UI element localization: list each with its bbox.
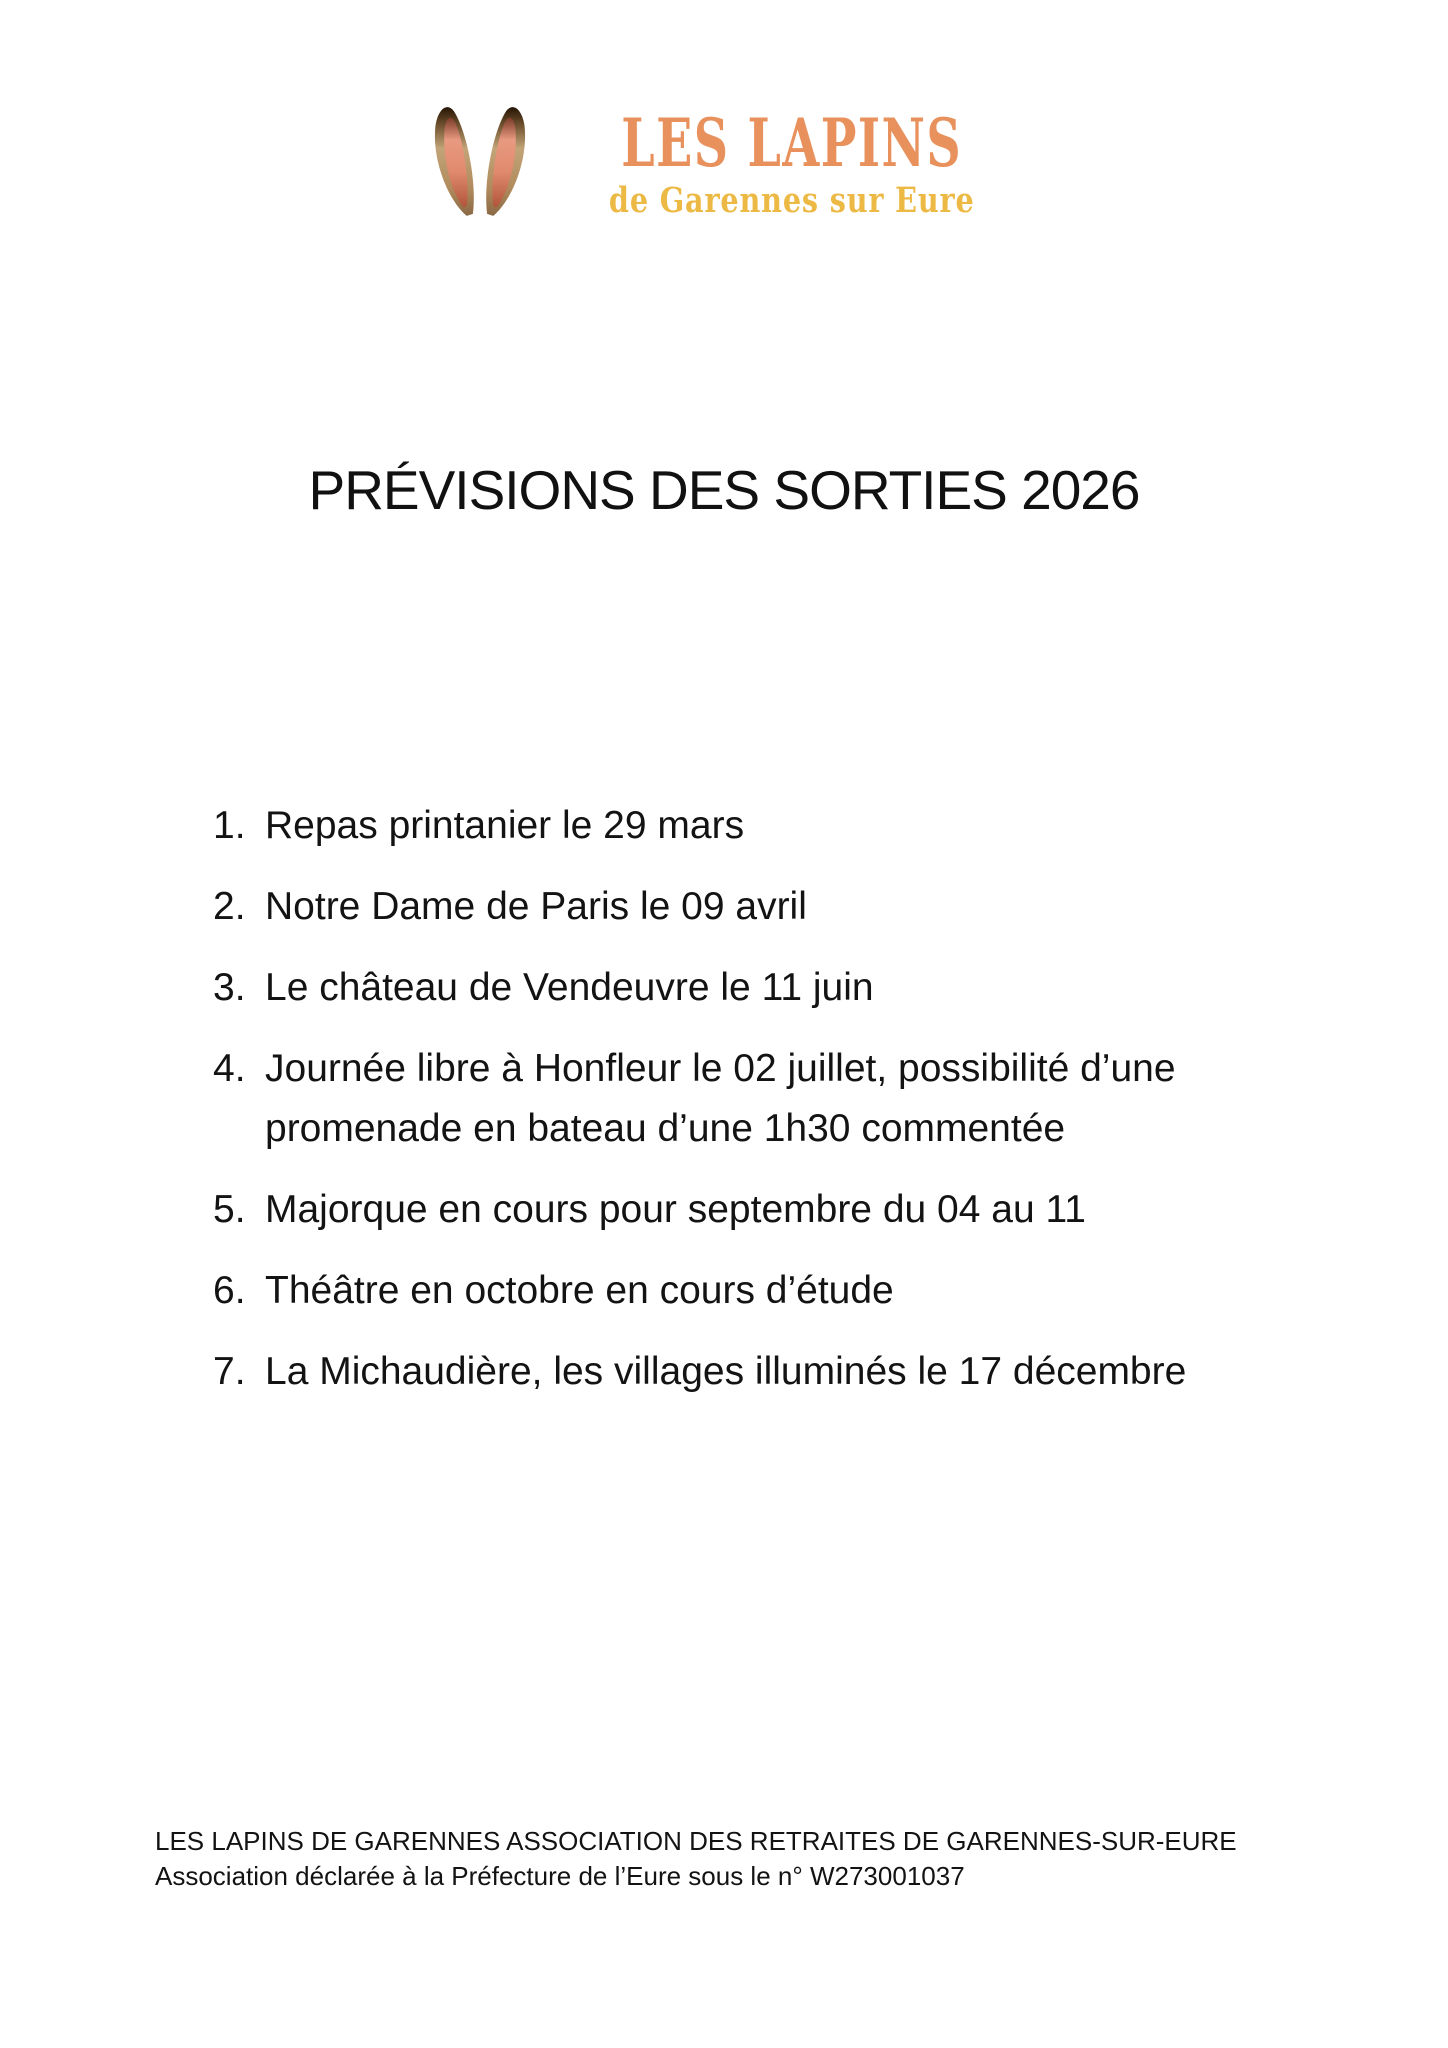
item-text: Théâtre en octobre en cours d’étude (265, 1269, 894, 1312)
item-text: Notre Dame de Paris le 09 avril (265, 885, 807, 928)
item-number: 4. (213, 1047, 246, 1090)
logo-title: LES LAPINS (621, 104, 963, 182)
list-item (213, 1342, 1363, 1402)
item-number: 1. (213, 804, 246, 847)
association-logo (0, 100, 1448, 220)
item-number: 7. (213, 1350, 246, 1393)
footer-association-name: LES LAPINS DE GARENNES ASSOCIATION DES RETRAITES DE GARENNES-SUR-EURE (155, 1826, 1237, 1856)
list-item (213, 877, 1363, 937)
logo-text (555, 100, 1028, 221)
list-item (213, 1180, 1363, 1240)
item-number: 3. (213, 966, 246, 1009)
footer (155, 1824, 1237, 1894)
rabbit-ears-icon (419, 100, 541, 220)
list-item (213, 958, 1363, 1018)
item-text: La Michaudière, les villages illuminés le 17 décembre (265, 1350, 1187, 1393)
item-text: Journée libre à Honfleur le 02 juillet, possibilité d’une promenade en bateau d’une 1h30 commentée (265, 1047, 1176, 1150)
item-text: Repas printanier le 29 mars (265, 804, 745, 847)
item-text: Majorque en cours pour septembre du 04 au 11 (265, 1188, 1086, 1231)
outings-list (213, 796, 1363, 1423)
item-text: Le château de Vendeuvre le 11 juin (265, 966, 874, 1009)
page-title: PRÉVISIONS DES SORTIES 2026 (308, 459, 1140, 521)
list-item (213, 796, 1363, 856)
logo-subtitle: de Garennes sur Eure (609, 180, 975, 221)
item-number: 2. (213, 885, 246, 928)
item-number: 6. (213, 1269, 246, 1312)
list-item (213, 1039, 1363, 1159)
item-number: 5. (213, 1188, 246, 1231)
footer-registration: Association déclarée à la Préfecture de l’Eure sous le n° W273001037 (155, 1861, 965, 1891)
list-item (213, 1261, 1363, 1321)
